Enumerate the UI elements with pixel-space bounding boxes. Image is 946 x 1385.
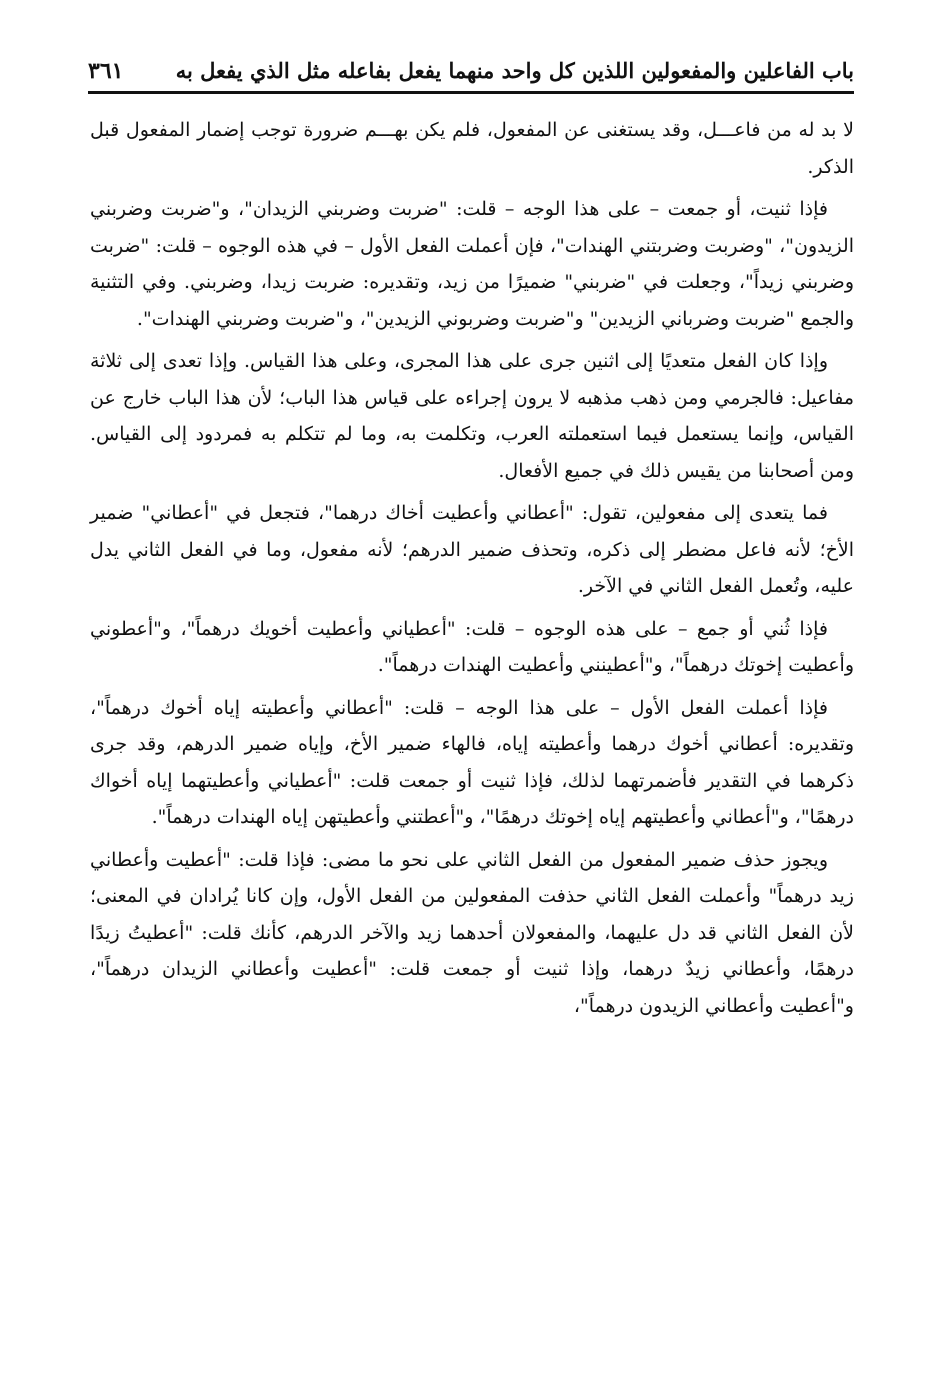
paragraph: فإذا أعملت الفعل الأول – على هذا الوجه – قلت: "أعطاني وأعطيته إياه أخوك درهماً"، وتقديره: أعطاني أخوك درهما وأعطيته إياه، فالهاء ضمير الأخ، وإياه ضمير الدرهم، وقد جرى ذكرهما في التقدير فأضمرتهما لذلك، فإذا ثنيت أو جمعت قلت: "أعطياني وأعطيتهما إياه أخواك درهمًا"، و"أعطاني وأعطيتهم إياه إخوتك درهمًا"، و"أعطتني وأعطيتهن إياه الهندات درهماً". [90, 696, 854, 828]
body-text [90, 112, 854, 1030]
paragraph: لا بد له من فاعـــل، وقد يستغنى عن المفعول، فلم يكن بهـــم ضرورة توجب إضمار المفعول قبل الذكر. [90, 119, 854, 178]
paragraph: وإذا كان الفعل متعديًا إلى اثنين جرى على هذا المجرى، وعلى هذا القياس. وإذا تعدى إلى ثلاثة مفاعيل: فالجرمي ومن ذهب مذهبه لا يرون إجراءه على قياس هذا الباب؛ لأن هذا الباب خارج عن القياس، وإنما يستعمل فيما استعملته العرب، وتكلمت به، وما لم تتكلم به فمردود إلى القياس. ومن أصحابنا من يقيس ذلك في جميع الأفعال. [90, 350, 854, 482]
paragraph: فإذا ثنيت، أو جمعت – على هذا الوجه – قلت: "ضربت وضربني الزيدان"، و"ضربت وضربني الزيدون"، "وضربت وضربتني الهندات"، فإن أعملت الفعل الأول – في هذه الوجوه – قلت: "ضربت وضربني زيداً"، وجعلت في "ضربني" ضميرًا من زيد، وتقديره: ضربت زيدا، وضربني. وفي التثنية والجمع "ضربت وضرباني الزيدين" و"ضربت وضربوني الزيدين"، و"ضربت وضربني الهندات". [90, 198, 854, 330]
paragraph: فما يتعدى إلى مفعولين، تقول: "أعطاني وأعطيت أخاك درهما"، فتجعل في "أعطاني" ضمير الأخ؛ لأنه فاعل مضطر إلى ذكره، وتحذف ضمير الدرهم؛ لأنه مفعول، وما في الفعل الثاني يدل عليه، وتُعمل الفعل الثاني في الآخر. [90, 502, 854, 597]
running-title: باب الفاعلين والمفعولين اللذين كل واحد منهما يفعل بفاعله مثل الذي يفعل به [175, 58, 854, 83]
page-number: ٣٦١ [88, 57, 124, 84]
paragraph: فإذا ثُني أو جمع – على هذه الوجوه – قلت: "أعطياني وأعطيت أخويك درهماً"، و"أعطوني وأعطيت إخوتك درهماً"، و"أعطينني وأعطيت الهندات درهماً". [90, 617, 854, 676]
paragraph: ويجوز حذف ضمير المفعول من الفعل الثاني على نحو ما مضى: فإذا قلت: "أعطيت وأعطاني زيد درهماً" وأعملت الفعل الثاني حذفت المفعولين من الفعل الأول، وإن كانا يُرادان في المعنى؛ لأن الفعل الثاني قد دل عليهما، والمفعولان أحدهما زيد والآخر الدرهم، كأنك قلت: "أعطيتُ زيدًا درهمًا، وأعطاني زيدٌ درهما، وإذا ثنيت أو جمعت قلت: "أعطيت وأعطاني الزيدان درهماً"، و"أعطيت وأعطاني الزيدون درهماً"، [90, 848, 854, 1017]
page-header [88, 50, 854, 94]
